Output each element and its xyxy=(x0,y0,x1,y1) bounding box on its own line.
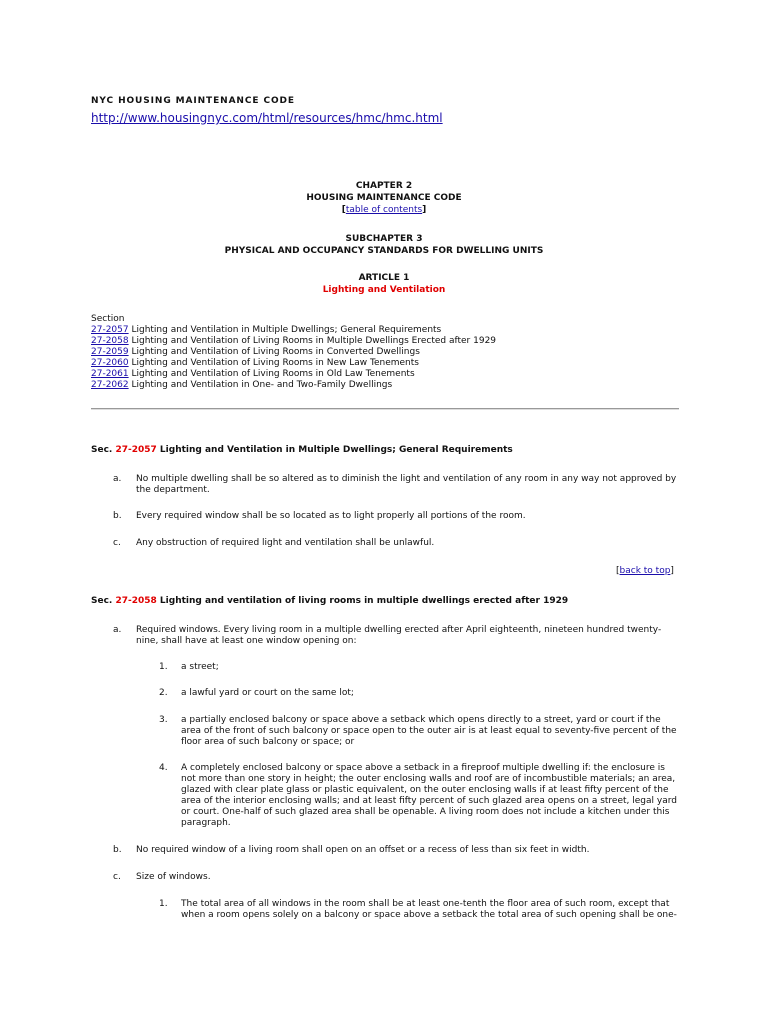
item-text: The total area of all windows in the room shall be at least one-tenth the floor area of such room, except that when a room opens solely on a balcony or space above a setback the total area of such opening shall be one- xyxy=(181,899,677,920)
item-text: Every required window shall be so located as to light properly all portions of the room. xyxy=(136,511,526,521)
subchapter-heading xyxy=(0,233,768,257)
section-link[interactable]: 27-2058 xyxy=(91,336,129,346)
section-heading-title: Lighting and Ventilation in Multiple Dwellings; General Requirements xyxy=(156,445,513,455)
list-item xyxy=(91,872,683,883)
section-list-item xyxy=(91,369,496,380)
bracket-close: ] xyxy=(670,566,674,576)
toc-line xyxy=(0,204,768,216)
item-marker: 2. xyxy=(159,688,168,698)
section-prefix: Sec. xyxy=(91,596,116,606)
section-title: Lighting and Ventilation of Living Rooms in Converted Dwellings xyxy=(128,347,420,357)
list-item xyxy=(91,511,679,522)
bracket-close: ] xyxy=(422,205,427,215)
list-item xyxy=(91,845,683,856)
section-list-item xyxy=(91,380,496,391)
list-item xyxy=(91,538,679,549)
article-heading xyxy=(0,272,768,296)
article-number: ARTICLE 1 xyxy=(358,273,410,283)
section-link[interactable]: 27-2059 xyxy=(91,347,129,357)
section-title: Lighting and Ventilation of Living Rooms in Multiple Dwellings Erected after 1929 xyxy=(128,336,497,346)
sub-list-item xyxy=(91,688,681,699)
section-heading-2058 xyxy=(91,596,568,606)
section-link[interactable]: 27-2061 xyxy=(91,369,129,379)
item-marker: b. xyxy=(113,511,122,521)
bracket-open: [ xyxy=(616,566,620,576)
section-list-item xyxy=(91,336,496,347)
item-marker: a. xyxy=(113,625,122,635)
item-marker: b. xyxy=(113,845,122,855)
section-list xyxy=(91,314,496,391)
section-link[interactable]: 27-2062 xyxy=(91,380,129,390)
item-text: No required window of a living room shall open on an offset or a recess of less than six feet in width. xyxy=(136,845,590,855)
section-title: Lighting and Ventilation of Living Rooms in New Law Tenements xyxy=(128,358,419,368)
item-marker: 1. xyxy=(159,662,168,672)
section-heading-2057 xyxy=(91,445,513,455)
section-label: Section xyxy=(91,314,125,324)
sub-list-item xyxy=(91,715,681,748)
section-list-item xyxy=(91,358,496,369)
section-link[interactable]: 27-2060 xyxy=(91,358,129,368)
sub-list-item xyxy=(91,899,681,921)
item-text: Required windows. Every living room in a multiple dwelling erected after April eighteenth, nineteen hundred twenty-nine, shall have at least one window opening on: xyxy=(136,625,662,646)
list-item xyxy=(91,474,679,496)
subchapter-number: SUBCHAPTER 3 xyxy=(345,234,423,244)
source-url-link[interactable]: http://www.housingnyc.com/html/resources/hmc/hmc.html xyxy=(91,111,443,125)
section-list-item xyxy=(91,347,496,358)
back-to-top xyxy=(616,566,674,576)
item-marker: c. xyxy=(113,872,121,882)
sub-list-item xyxy=(91,662,681,673)
item-marker: 1. xyxy=(159,899,168,909)
chapter-heading xyxy=(0,180,768,216)
item-text: a partially enclosed balcony or space above a setback which opens directly to a street, yard or court if the area of the front of such balcony or space open to the outer air is at least equal to seventy-five percent of the floor area of such balcony or space; or xyxy=(181,715,677,747)
item-marker: 4. xyxy=(159,763,168,773)
back-to-top-link[interactable]: back to top xyxy=(619,566,671,576)
section-title: Lighting and Ventilation in Multiple Dwellings; General Requirements xyxy=(128,325,442,335)
chapter-number: CHAPTER 2 xyxy=(355,181,413,191)
section-list-item xyxy=(91,325,496,336)
table-of-contents-link[interactable]: table of contents xyxy=(345,205,423,215)
list-item xyxy=(91,625,683,647)
section-title: Lighting and Ventilation in One- and Two-Family Dwellings xyxy=(128,380,393,390)
item-text: Any obstruction of required light and ventilation shall be unlawful. xyxy=(136,538,435,548)
horizontal-divider xyxy=(91,408,679,410)
section-link[interactable]: 27-2057 xyxy=(91,325,129,335)
subchapter-title: PHYSICAL AND OCCUPANCY STANDARDS FOR DWELLING UNITS xyxy=(224,246,544,256)
item-marker: a. xyxy=(113,474,122,484)
section-prefix: Sec. xyxy=(91,445,116,455)
item-text: Size of windows. xyxy=(136,872,211,882)
item-marker: c. xyxy=(113,538,121,548)
document-title: NYC HOUSING MAINTENANCE CODE xyxy=(91,96,295,106)
section-heading-title: Lighting and ventilation of living rooms in multiple dwellings erected after 1929 xyxy=(156,596,569,606)
item-text: a street; xyxy=(181,662,219,672)
item-text: No multiple dwelling shall be so altered as to diminish the light and ventilation of any room in any way not approved by the department. xyxy=(136,474,677,495)
item-marker: 3. xyxy=(159,715,168,725)
item-text: A completely enclosed balcony or space above a setback in a fireproof multiple dwelling if: the enclosure is not more than one story in height; the outer enclosing walls and roof are of incombustible materials; an area, glazed with clear plate glass or plastic equivalent, on the outer enclosing walls if at least fifty percent of the area of the interior enclosing walls; and at least fifty percent of such glazed area opens on a street, legal yard or court. One-half of such glazed area shall be openable. A living room does not include a kitchen under this paragraph. xyxy=(181,763,677,828)
item-text: a lawful yard or court on the same lot; xyxy=(181,688,354,698)
bracket-open: [ xyxy=(341,205,346,215)
section-number: 27-2058 xyxy=(115,596,157,606)
section-title: Lighting and Ventilation of Living Rooms in Old Law Tenements xyxy=(128,369,415,379)
article-title: Lighting and Ventilation xyxy=(322,285,446,295)
chapter-title: HOUSING MAINTENANCE CODE xyxy=(306,193,462,203)
section-number: 27-2057 xyxy=(115,445,157,455)
sub-list-item xyxy=(91,763,681,829)
